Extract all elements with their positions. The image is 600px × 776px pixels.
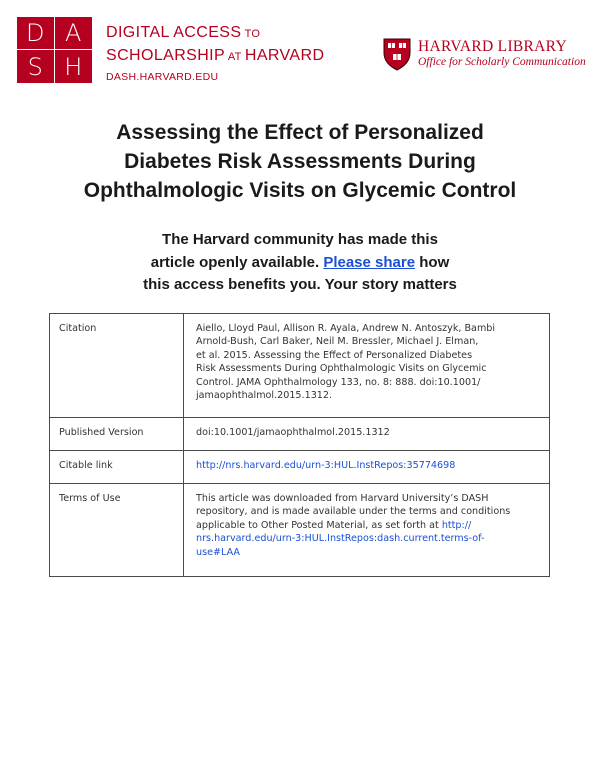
terms-of-use-value (184, 484, 550, 577)
terms-line: repository, and is made available under the terms and conditions (196, 506, 511, 518)
article-title-line: Assessing the Effect of Personalized (116, 121, 484, 144)
dash-line2-main: SCHOLARSHIP (106, 47, 226, 64)
terms-of-use-label: Terms of Use (50, 484, 184, 577)
citation-value (184, 314, 550, 418)
dash-wordmark-line2 (106, 45, 324, 68)
notice-line2 (40, 252, 560, 275)
terms-line (196, 532, 537, 545)
published-version-value: doi:10.1001/jamaophthalmol.2015.1312 (184, 418, 550, 451)
terms-line (196, 546, 537, 559)
harvard-library-subtitle: Office for Scholarly Communication (418, 56, 586, 68)
citable-link-row (50, 451, 550, 484)
terms-link-part2[interactable]: nrs.harvard.edu/urn-3:HUL.InstRepos:dash.current.terms-of- (196, 533, 485, 545)
metadata-table (49, 313, 550, 577)
citation-line: jamaophthalmol.2015.1312. (196, 390, 333, 402)
citation-row (50, 314, 550, 418)
terms-link-part1[interactable]: http:// (441, 519, 472, 531)
citation-line: Control. JAMA Ophthalmology 133, no. 8: 888. doi:10.1001/ (196, 376, 481, 388)
dash-logo (17, 17, 92, 83)
published-version-row (50, 418, 550, 451)
dash-line1-small: TO (241, 28, 261, 40)
please-share-link[interactable]: Please share (323, 253, 416, 271)
harvard-library-wordmark (418, 38, 586, 69)
notice-line2-text: article openly available. (150, 253, 324, 271)
citation-line: Risk Assessments During Ophthalmologic Visits on Glycemic (196, 363, 487, 375)
citation-line: Arnold-Bush, Carl Baker, Neil M. Bressler, Michael J. Elman, (196, 336, 479, 348)
dash-logo-letter-a: A (55, 17, 93, 50)
dash-wordmark (106, 22, 324, 83)
dash-url-link[interactable]: DASH.HARVARD.EDU (106, 71, 219, 83)
citable-link-value (184, 451, 550, 484)
dash-wordmark-line1 (106, 22, 324, 45)
dash-line2-small: AT (225, 51, 245, 63)
dash-logo-letter-d: D (17, 17, 55, 50)
published-version-label: Published Version (50, 418, 184, 451)
article-title (40, 118, 560, 205)
terms-line: This article was downloaded from Harvard University’s DASH (196, 493, 489, 504)
dash-logo-letter-h: H (64, 52, 83, 81)
notice-line3: this access benefits you. Your story matters (143, 276, 457, 293)
article-title-line: Ophthalmologic Visits on Glycemic Control (83, 179, 517, 202)
citable-link-label: Citable link (50, 451, 184, 484)
citation-line: et al. 2015. Assessing the Effect of Personalized Diabetes (196, 349, 473, 361)
article-title-line: Diabetes Risk Assessments During (124, 150, 476, 173)
citation-line: Aiello, Lloyd Paul, Allison R. Ayala, Andrew N. Antoszyk, Bambi (196, 323, 496, 334)
terms-link-part3[interactable]: use#LAA (196, 546, 240, 558)
dash-line1-main: DIGITAL ACCESS (106, 24, 242, 41)
citable-link[interactable]: http://nrs.harvard.edu/urn-3:HUL.InstRepos:35774698 (196, 460, 456, 471)
terms-line3-text: applicable to Other Posted Material, as set forth at (196, 519, 442, 531)
citation-label: Citation (50, 314, 184, 418)
community-notice (40, 229, 560, 297)
terms-line (196, 519, 537, 532)
terms-of-use-row (50, 484, 550, 577)
harvard-shield-icon (382, 37, 412, 71)
notice-line1: The Harvard community has made this (162, 231, 438, 248)
harvard-library-title: HARVARD LIBRARY (418, 38, 567, 55)
dash-line2-end: HARVARD (244, 47, 325, 64)
dash-logo-letter-s: S (17, 50, 55, 83)
notice-line2-end: how (415, 253, 450, 271)
